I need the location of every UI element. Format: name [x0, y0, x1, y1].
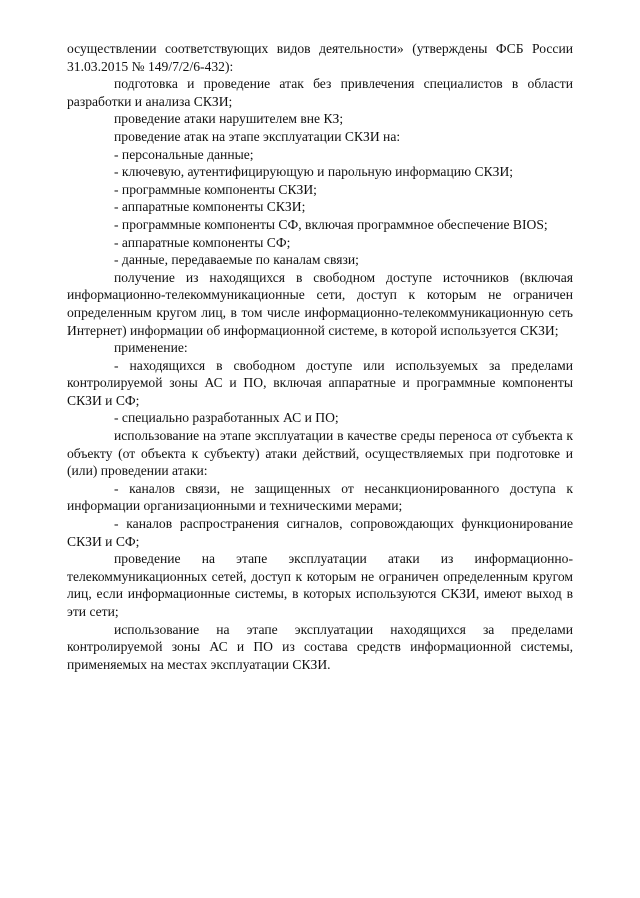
paragraph-intro: осуществлении соответствующих видов деятельности» (утверждены ФСБ России 31.03.2015 № 149/7/2/6-432): [67, 41, 573, 74]
list-item: - находящихся в свободном доступе или используемых за пределами контролируемой зоны АС и ПО, включая аппаратные и программные компоненты СКЗИ и СФ; [67, 357, 573, 408]
list-item: - специально разработанных АС и ПО; [114, 410, 339, 426]
paragraph: применение: [114, 340, 188, 356]
list-item: - программные компоненты СФ, включая программное обеспечение BIOS; [114, 216, 548, 232]
paragraph: использование на этапе эксплуатации находящихся за пределами контролируемой зоны АС и ПО из состава средств информационной системы, применяемых на местах эксплуатации СКЗИ. [67, 621, 573, 672]
paragraph: проведение атаки нарушителем вне КЗ; [114, 111, 344, 127]
paragraph: проведение атак на этапе эксплуатации СКЗИ на: [114, 128, 401, 144]
list-item: - аппаратные компоненты СФ; [114, 234, 291, 250]
paragraph: проведение на этапе эксплуатации атаки из информационно-телекоммуникационных сетей, доступ к которым не ограничен определенным кругом лиц, если информационные системы, в которых используются СКЗИ, имеют выход в эти сети; [67, 551, 573, 619]
paragraph: использование на этапе эксплуатации в качестве среды переноса от субъекта к объекту (от объекта к субъекту) атаки действий, осуществляемых при подготовке и (или) проведении атаки: [67, 428, 573, 479]
list-item: - аппаратные компоненты СКЗИ; [114, 199, 306, 215]
list-item: - ключевую, аутентифицирующую и парольную информацию СКЗИ; [114, 164, 514, 180]
document-page [67, 40, 573, 673]
list-item: - данные, передаваемые по каналам связи; [114, 252, 359, 268]
list-item: - персональные данные; [114, 146, 254, 162]
paragraph: подготовка и проведение атак без привлечения специалистов в области разработки и анализа СКЗИ; [67, 76, 573, 109]
list-item: - каналов связи, не защищенных от несанкционированного доступа к информации организационными и техническими мерами; [67, 480, 573, 514]
paragraph: получение из находящихся в свободном доступе источников (включая информационно-телекоммуникационные сети, доступ к которым не ограничен определенным кругом лиц, в том числе информационно-телекоммуникационную сеть Интернет) информации об информационной системе, в которой используется СКЗИ; [67, 269, 573, 338]
list-item: - программные компоненты СКЗИ; [114, 181, 317, 197]
list-item: - каналов распространения сигналов, сопровождающих функционирование СКЗИ и СФ; [67, 516, 573, 549]
